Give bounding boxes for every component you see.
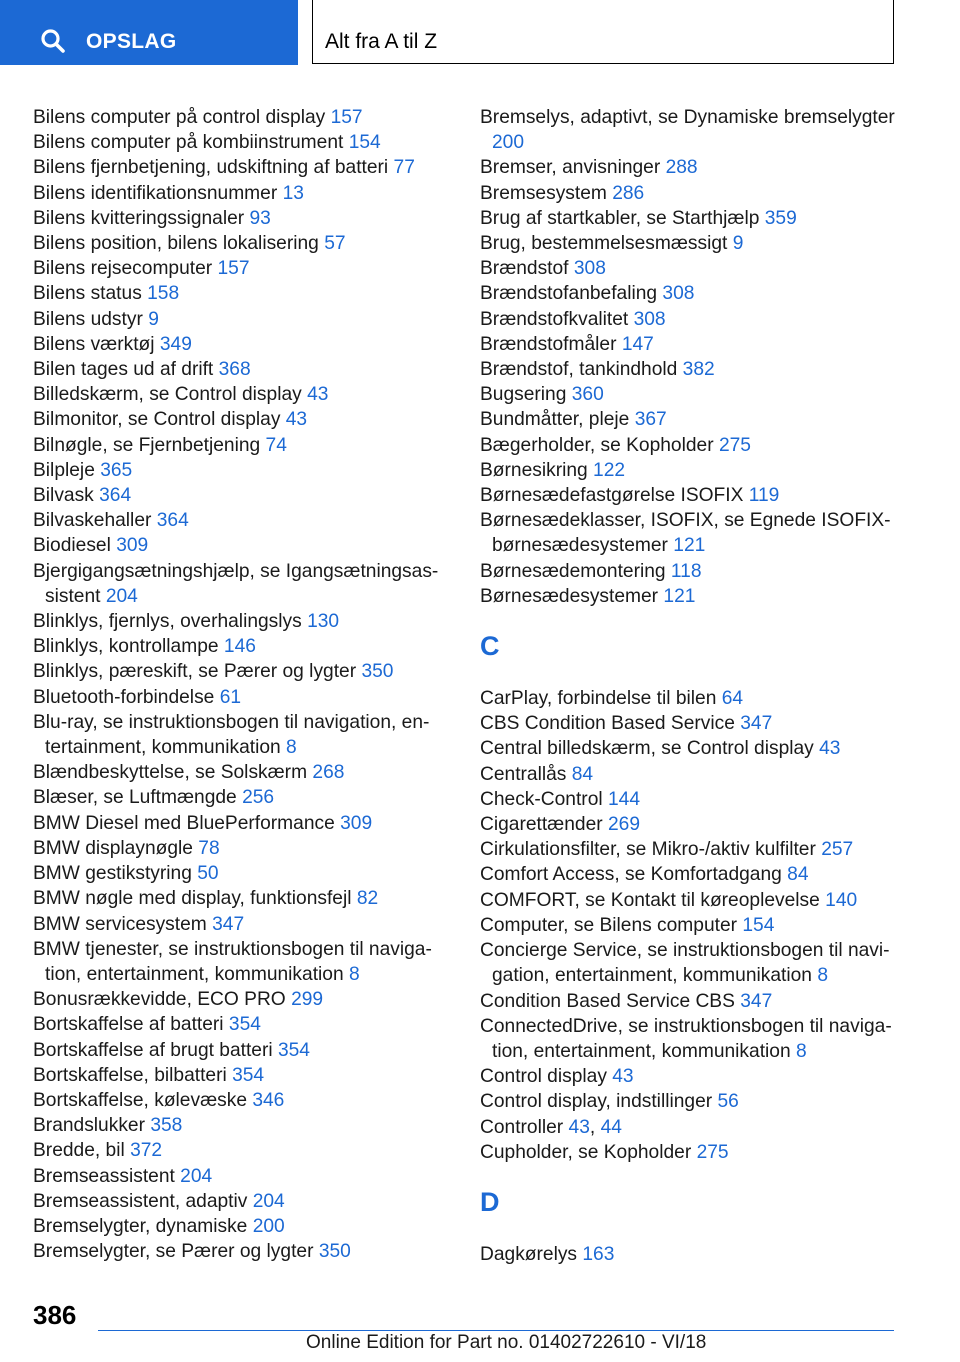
index-entry-term: Bilnøgle, se Fjernbetjening <box>33 434 261 456</box>
index-entry <box>480 155 900 180</box>
index-entry-term: Check-Control <box>480 788 603 810</box>
index-entry-term: Bremser, anvisninger <box>480 157 661 179</box>
index-entry-term: Brændstof <box>480 258 569 280</box>
page-reference-link[interactable]: 359 <box>764 207 797 229</box>
index-entry <box>33 1063 453 1088</box>
page-reference-link[interactable]: 157 <box>217 258 250 280</box>
index-entry <box>33 785 453 810</box>
page-reference-link[interactable]: 257 <box>821 839 854 861</box>
index-entry-term: Bluetooth-forbindelse <box>33 686 215 708</box>
index-entry <box>33 533 453 558</box>
index-entry <box>33 987 453 1012</box>
index-entry-term: CBS Condition Based Service <box>480 713 735 735</box>
index-entry <box>33 508 453 533</box>
page-reference-link[interactable]: 121 <box>663 585 696 607</box>
index-entry-term: Control display, indstillinger <box>480 1091 713 1113</box>
index-entry <box>33 861 453 886</box>
index-entry-term: CarPlay, forbindelse til bilen <box>480 688 717 710</box>
index-entry <box>33 1113 453 1138</box>
index-entry <box>480 1242 900 1267</box>
index-entry-term: Condition Based Service CBS <box>480 990 735 1012</box>
index-entry <box>33 1189 453 1214</box>
page-reference-link[interactable]: 346 <box>252 1089 285 1111</box>
page-reference-link[interactable]: 43 <box>285 409 308 431</box>
index-entry-term: Bilvask <box>33 485 94 507</box>
index-entry <box>480 281 900 306</box>
page-reference-link[interactable]: 13 <box>282 182 304 204</box>
page-reference-link[interactable]: 158 <box>147 283 180 305</box>
index-entry <box>480 686 900 711</box>
index-entry-term: Børnesædefastgørelse ISOFIX <box>480 485 744 507</box>
index-entry <box>33 912 453 937</box>
page-reference-link[interactable]: 364 <box>156 510 189 532</box>
index-entry-term: Cirkulationsfilter, se Mikro-/aktiv kulfilter <box>480 839 816 861</box>
index-section-d <box>480 1242 900 1267</box>
index-entry-term: Bortskaffelse, bilbatteri <box>33 1064 227 1086</box>
page-reference-link[interactable]: 9 <box>732 233 744 255</box>
index-entry <box>480 206 900 231</box>
page-reference-link[interactable]: 78 <box>198 837 220 859</box>
index-entry-term: Controller <box>480 1116 564 1138</box>
index-entry-term: Bilvaskehaller <box>33 510 152 532</box>
page-reference-link[interactable]: 354 <box>277 1039 310 1061</box>
page-reference-link[interactable]: 347 <box>740 713 773 735</box>
index-entry <box>480 458 900 483</box>
index-entry <box>480 1014 900 1064</box>
page-reference-link[interactable]: 163 <box>582 1243 615 1265</box>
index-entry-term: Bilpleje <box>33 459 95 481</box>
index-entry <box>33 1164 453 1189</box>
alphabetical-index-tab-label: Alt fra A til Z <box>325 30 438 53</box>
index-entry-term: Bilens computer på kombiinstrument <box>33 132 344 154</box>
page-reference-link[interactable]: 364 <box>99 485 132 507</box>
page-reference-link[interactable]: 204 <box>105 585 138 607</box>
index-entry <box>33 609 453 634</box>
page-reference-link[interactable]: 74 <box>265 434 287 456</box>
section-letter-d: D <box>480 1186 500 1217</box>
index-entry-term: Bonusrækkevidde, ECO PRO <box>33 989 286 1011</box>
index-entry-term: Blinklys, fjernlys, overhalingslys <box>33 611 302 633</box>
index-entry <box>480 181 900 206</box>
index-section-b-continued <box>480 105 900 609</box>
page-reference-link[interactable]: 360 <box>571 384 604 406</box>
page-reference-link[interactable]: 309 <box>340 812 373 834</box>
page-reference-link[interactable]: 368 <box>218 359 251 381</box>
index-entry-term: Børnesædemontering <box>480 560 666 582</box>
index-entry <box>480 357 900 382</box>
index-entry-term: Bremselygter, se Pærer og lygter <box>33 1241 314 1263</box>
index-entry-term: Bilens status <box>33 283 142 305</box>
page-reference-link[interactable]: 308 <box>633 308 666 330</box>
page-reference-link[interactable]: 200 <box>492 132 525 154</box>
index-entry <box>33 1138 453 1163</box>
index-entry-term: Bilens fjernbetjening, udskiftning af batteri <box>33 157 389 179</box>
index-entry-term: COMFORT, se Kontakt til køreoplevelse <box>480 889 820 911</box>
index-entry-term: Bremsesystem <box>480 182 607 204</box>
page-reference-link[interactable]: 61 <box>219 686 242 708</box>
index-entry <box>480 559 900 584</box>
index-entry-term: Cigarettænder <box>480 814 603 836</box>
index-entry-term: Biodiesel <box>33 535 111 557</box>
index-entry: Controller 43, 44 <box>480 1116 622 1138</box>
index-entry-term: Concierge Service, se instruktionsbogen til navigation, entertainment, kommunikation <box>480 940 890 987</box>
page-reference-link[interactable]: 309 <box>116 535 149 557</box>
index-entry <box>480 938 900 988</box>
index-entry-term: Bortskaffelse af brugt batteri <box>33 1039 273 1061</box>
index-entry <box>33 760 453 785</box>
page-reference-link[interactable]: 43 <box>819 738 841 760</box>
index-entry <box>33 458 453 483</box>
page-reference-link[interactable]: 84 <box>571 763 594 785</box>
page-reference-link[interactable]: 154 <box>742 914 775 936</box>
index-entry <box>480 989 900 1014</box>
index-entry <box>480 307 900 332</box>
index-entry-term: Brændstofkvalitet <box>480 308 629 330</box>
index-entry <box>480 407 900 432</box>
index-entry-term: Brændstofmåler <box>480 333 617 355</box>
index-entry-term: Bremseassistent <box>33 1165 175 1187</box>
page-reference-link[interactable]: 288 <box>665 157 698 179</box>
index-entry-term: Bilens rejsecomputer <box>33 258 213 280</box>
index-entry <box>480 105 900 155</box>
alphabetical-index-tab[interactable] <box>312 0 894 64</box>
index-entry <box>480 787 900 812</box>
index-entry <box>33 1214 453 1239</box>
page-reference-link[interactable]: 154 <box>348 132 381 154</box>
index-entry-term: Blændbeskyttelse, se Solskærm <box>33 762 308 784</box>
index-entry <box>480 584 900 609</box>
page-reference-link[interactable]: 308 <box>573 258 606 280</box>
page-reference-link[interactable]: 121 <box>673 535 706 557</box>
page-reference-link[interactable]: 275 <box>718 434 751 456</box>
index-entry-term: Bilens udstyr <box>33 308 143 330</box>
page-reference-link[interactable]: 147 <box>621 333 654 355</box>
index-entry-term: Blu-ray, se instruktionsbogen til navigation, entertainment, kommunikation <box>33 711 430 759</box>
index-entry-term: Centrallås <box>480 763 567 785</box>
index-entry-term: BMW servicesystem <box>33 913 207 935</box>
index-entry <box>480 508 900 558</box>
page-reference-link[interactable]: 347 <box>212 913 245 935</box>
index-entry <box>480 913 900 938</box>
page-reference-link[interactable]: 43 <box>612 1066 634 1088</box>
index-entry-term: Bjergigangsætningshjælp, se Igangsætningsassistent <box>33 560 439 607</box>
index-entry-term: Brændstof, tankindhold <box>480 359 678 381</box>
index-entry <box>480 711 900 736</box>
page-reference-link[interactable]: 64 <box>721 688 744 710</box>
index-entry <box>33 811 453 836</box>
index-entry-term: Computer, se Bilens computer <box>480 914 738 936</box>
search-icon <box>40 28 66 54</box>
page-reference-link[interactable]: 43 <box>568 1116 590 1138</box>
index-entry <box>480 433 900 458</box>
index-entry-term: Bilens kvitteringssignaler <box>33 207 245 229</box>
page-reference-link[interactable]: 130 <box>307 611 340 633</box>
page-reference-link[interactable]: 84 <box>787 864 809 886</box>
index-entry-term: BMW displaynøgle <box>33 837 193 859</box>
index-entry-term: Bremselygter, dynamiske <box>33 1215 248 1237</box>
index-column-right <box>480 105 900 1267</box>
search-tab[interactable] <box>0 0 298 65</box>
index-entry <box>33 886 453 911</box>
index-entry <box>33 130 453 155</box>
index-entry <box>33 1239 453 1264</box>
index-entry <box>33 710 453 760</box>
index-entry-term: Børnesikring <box>480 459 588 481</box>
page-reference-link[interactable]: 365 <box>100 459 133 481</box>
index-entry-term: Bugsering <box>480 384 567 406</box>
page-number: 386 <box>33 1300 77 1330</box>
page-reference-link[interactable]: 350 <box>318 1241 351 1263</box>
page-reference-link[interactable]: 382 <box>682 359 715 381</box>
index-entry-term: Bortskaffelse, kølevæske <box>33 1089 247 1111</box>
index-entry <box>33 155 453 180</box>
index-entry-term: Bredde, bil <box>33 1140 125 1162</box>
index-entry <box>33 181 453 206</box>
index-entry <box>33 105 453 130</box>
index-entry-term: ConnectedDrive, se instruktionsbogen til navigation, entertainment, kommunikation <box>480 1015 892 1062</box>
page-reference-link[interactable]: 204 <box>180 1165 213 1187</box>
index-entry <box>33 231 453 256</box>
page-reference-link[interactable]: 157 <box>330 107 363 128</box>
index-entry <box>33 659 453 684</box>
index-entry-term: Cupholder, se Kopholder <box>480 1141 692 1163</box>
page-reference-link[interactable]: 200 <box>252 1215 285 1237</box>
page-reference-link[interactable]: 8 <box>286 737 297 759</box>
page-reference-link[interactable]: 122 <box>593 459 626 481</box>
index-entry <box>33 256 453 281</box>
page-reference-link[interactable]: 256 <box>242 787 275 809</box>
index-entry <box>33 836 453 861</box>
page-reference-link[interactable]: 44 <box>600 1116 622 1138</box>
index-entry-term: Blinklys, kontrollampe <box>33 636 219 658</box>
index-entry-term: BMW tjenester, se instruktionsbogen til navigation, entertainment, kommunikation <box>33 938 432 985</box>
index-entry-term: Brug af startkabler, se Starthjælp <box>480 207 760 229</box>
page-reference-link[interactable]: 286 <box>612 182 645 204</box>
index-entry-term: Bægerholder, se Kopholder <box>480 434 714 456</box>
index-entry <box>33 1088 453 1113</box>
index-entry-term: Brandslukker <box>33 1115 145 1137</box>
page-reference-link[interactable]: 43 <box>307 384 329 406</box>
page-reference-link[interactable]: 118 <box>670 560 702 582</box>
index-entry-term: Bilens værktøj <box>33 333 155 355</box>
index-entry <box>480 382 900 407</box>
index-entry <box>33 559 453 609</box>
index-entry <box>480 812 900 837</box>
page-reference-link[interactable]: 50 <box>197 863 219 885</box>
index-entry-term: Bremseassistent, adaptiv <box>33 1190 248 1212</box>
page-reference-link[interactable]: 358 <box>150 1115 183 1137</box>
index-entry <box>480 762 900 787</box>
index-section-c <box>480 686 900 1165</box>
index-entry <box>33 483 453 508</box>
index-entry-term: Bremselys, adaptivt, se Dynamiske bremselygter <box>480 107 895 128</box>
page-reference-link[interactable]: 146 <box>223 636 256 658</box>
index-entry <box>33 307 453 332</box>
index-entry <box>33 1012 453 1037</box>
page-reference-link[interactable]: 354 <box>232 1064 265 1086</box>
index-column-left <box>33 105 453 1264</box>
page-reference-link[interactable]: 77 <box>393 157 415 179</box>
index-entry-term: Dagkørelys <box>480 1243 578 1265</box>
page-reference-link[interactable]: 119 <box>748 485 780 507</box>
index-entry <box>480 1140 900 1165</box>
page-reference-link[interactable]: 9 <box>148 308 159 330</box>
page-reference-link[interactable]: 8 <box>348 963 360 985</box>
page-reference-link[interactable]: 8 <box>817 965 828 987</box>
index-entry <box>33 382 453 407</box>
index-entry <box>480 1064 900 1089</box>
header <box>0 0 960 66</box>
index-entry <box>33 281 453 306</box>
index-entry-term: Control display <box>480 1066 607 1088</box>
index-entry <box>33 634 453 659</box>
index-entry <box>480 837 900 862</box>
page-reference-link[interactable]: 349 <box>159 333 192 355</box>
page-reference-link[interactable]: 204 <box>252 1190 285 1212</box>
index-entry-term: Børnesædesystemer <box>480 585 659 607</box>
index-entry-term: Bilen tages ud af drift <box>33 359 214 381</box>
edition-info: Online Edition for Part no. 01402722610 - VI/18 <box>306 1332 707 1353</box>
page-reference-link[interactable]: 299 <box>291 989 324 1011</box>
index-entry <box>480 332 900 357</box>
page-reference-link[interactable]: 308 <box>662 283 695 305</box>
page-reference-link[interactable]: 57 <box>324 233 346 255</box>
page-reference-link[interactable]: 367 <box>634 409 667 431</box>
page-reference-link[interactable]: 269 <box>608 814 641 836</box>
index-entry-term: Brug, bestemmelsesmæssigt <box>480 233 728 255</box>
index-entry <box>480 736 900 761</box>
section-letter-c: C <box>480 631 500 662</box>
index-entry-term: BMW Diesel med BluePerformance <box>33 812 335 834</box>
index-entry-term: BMW nøgle med display, funktionsfejl <box>33 888 352 910</box>
index-entry-term: Comfort Access, se Komfortadgang <box>480 864 782 886</box>
index-entry-term: Blinklys, pæreskift, se Pærer og lygter <box>33 661 357 683</box>
index-entry-term: Bortskaffelse af batteri <box>33 1014 224 1036</box>
index-entry-term: BMW gestikstyring <box>33 863 192 885</box>
page-reference-link[interactable]: 93 <box>249 207 271 229</box>
page-reference-link[interactable]: 350 <box>361 661 394 683</box>
index-entry <box>33 206 453 231</box>
index-entry <box>480 1089 900 1114</box>
index-entry <box>480 483 900 508</box>
index-entry-term: Billedskærm, se Control display <box>33 384 302 406</box>
index-entry <box>480 231 900 256</box>
index-entry <box>33 937 453 987</box>
page-reference-link[interactable]: 268 <box>312 762 345 784</box>
page-reference-link[interactable]: 56 <box>717 1091 739 1113</box>
index-entry-term: Bundmåtter, pleje <box>480 409 630 431</box>
page-reference-link[interactable]: 140 <box>825 889 858 911</box>
index-entry <box>33 332 453 357</box>
index-entry-term: Bilmonitor, se Control display <box>33 409 281 431</box>
index-entry <box>480 888 900 913</box>
index-entry <box>33 357 453 382</box>
index-entry <box>33 433 453 458</box>
index-entry-term: Brændstofanbefaling <box>480 283 658 305</box>
index-entry-term: Bilens identifikationsnummer <box>33 182 278 204</box>
index-entry-term: Bilens position, bilens lokalisering <box>33 233 319 255</box>
index-entry-term: Blæser, se Luftmængde <box>33 787 237 809</box>
index-entry <box>33 1038 453 1063</box>
page-reference-link[interactable]: 8 <box>795 1040 807 1062</box>
index-entry-term: Bilens computer på control display <box>33 107 326 128</box>
index-entry <box>33 407 453 432</box>
page-reference-link[interactable]: 354 <box>228 1014 261 1036</box>
page-reference-link[interactable]: 347 <box>740 990 773 1012</box>
page-reference-link[interactable]: 372 <box>130 1140 163 1162</box>
index-entry-term: Børnesædeklasser, ISOFIX, se Egnede ISOFIX-børnesædesystemer <box>480 510 891 557</box>
search-tab-label: OPSLAG <box>86 30 177 53</box>
page-reference-link[interactable]: 144 <box>607 788 640 810</box>
index-entry <box>480 256 900 281</box>
index-entry-term: Central billedskærm, se Control display <box>480 738 814 760</box>
page-reference-link[interactable]: 275 <box>696 1141 729 1163</box>
index-entry <box>480 862 900 887</box>
index-entry <box>33 685 453 710</box>
footer-divider <box>98 1330 894 1331</box>
page-reference-link[interactable]: 82 <box>356 888 379 910</box>
